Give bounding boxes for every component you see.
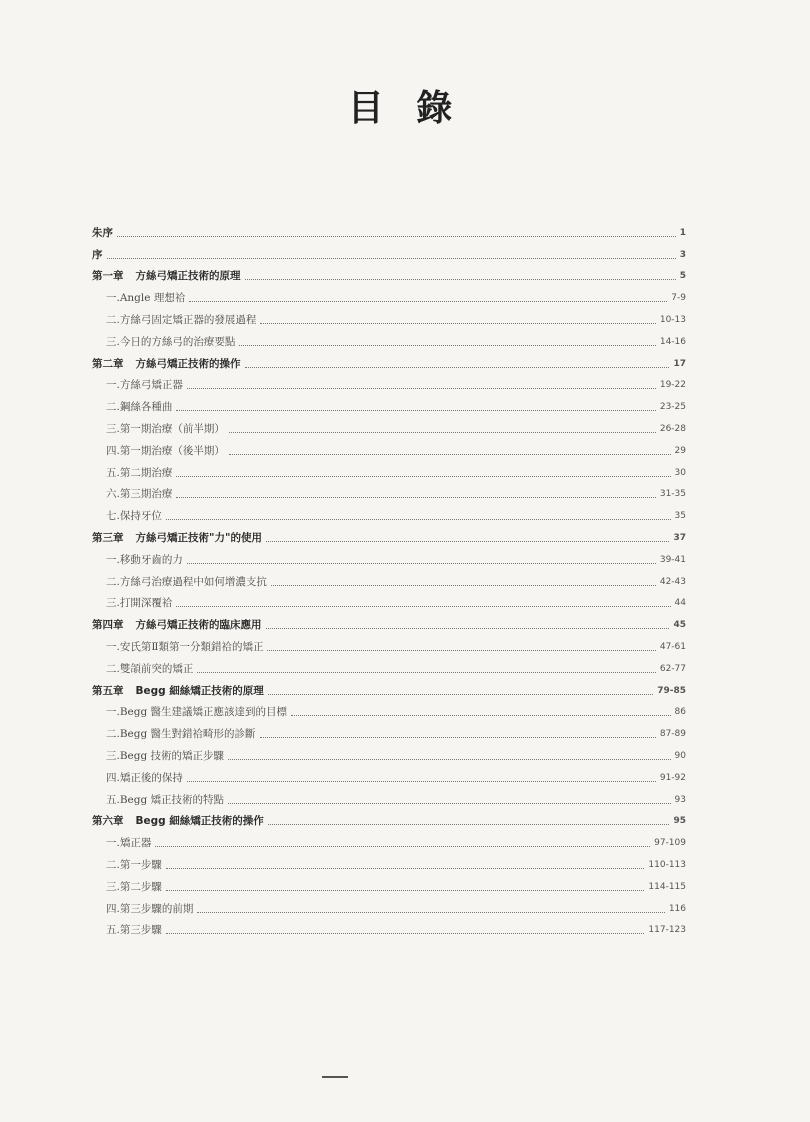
toc-chapter-row [92, 240, 686, 262]
dot-leader [166, 867, 645, 869]
dot-leader [268, 693, 653, 695]
dot-leader [176, 605, 670, 607]
toc-entry-text: 二.Begg 醫生對錯祫畸形的診斷 [106, 728, 256, 741]
dot-leader [197, 911, 664, 913]
toc-entry-text: 二.雙頜前突的矯正 [106, 662, 194, 675]
toc-entry-text: 四.矯正後的保持 [106, 771, 183, 784]
dot-leader [189, 300, 667, 302]
toc-page-number: 35 [674, 511, 686, 522]
dot-leader [266, 540, 670, 542]
toc-entry-text: 方絲弓矯正技術的操作 [135, 357, 241, 370]
dot-leader [187, 780, 656, 782]
toc-chapter-row [92, 349, 686, 371]
toc-section-row [92, 698, 686, 720]
toc-section-row [92, 371, 686, 393]
toc-entry-label [92, 269, 241, 283]
toc-entry-text: 五.第二期治療 [106, 466, 173, 479]
toc-section-row [92, 916, 686, 938]
toc-section-row [92, 305, 686, 327]
toc-entry-label [106, 793, 224, 807]
toc-entry-text: 方絲弓矯正技術"力"的使用 [135, 531, 262, 544]
toc-page-number: 93 [674, 794, 686, 805]
dot-leader [260, 322, 656, 324]
toc-section-row [92, 632, 686, 654]
toc-page-number: 10-13 [659, 314, 686, 325]
toc-section-row [92, 894, 686, 916]
toc-entry-label [106, 858, 162, 872]
toc-section-row [92, 872, 686, 894]
toc-entry-label [106, 335, 235, 349]
toc-section-row [92, 654, 686, 676]
toc-entry-label [106, 575, 267, 589]
dot-leader [245, 278, 676, 280]
toc-entry-text: Begg 細絲矯正技術的原理 [135, 684, 264, 697]
toc-page-number: 90 [674, 750, 686, 761]
toc-entry-text: 五.Begg 矯正技術的特點 [106, 793, 225, 806]
toc-chapter-number: 第六章 [92, 815, 124, 828]
toc-page-number: 5 [679, 271, 686, 282]
toc-page-number: 45 [673, 620, 686, 631]
toc-page-number: 30 [674, 467, 686, 478]
toc-entry-text: 六.第三期治療 [106, 488, 173, 501]
toc-chapter-row [92, 676, 686, 698]
toc-section-row [92, 828, 686, 850]
dot-leader [176, 475, 670, 477]
toc-entry-text: 一.方絲弓矯正器 [106, 379, 183, 392]
toc-chapter-number: 第三章 [92, 531, 124, 544]
toc-page-number: 110-113 [648, 859, 686, 870]
toc-section-row [92, 850, 686, 872]
dot-leader [229, 453, 671, 455]
toc-entry-text: 七.保持牙位 [106, 510, 162, 523]
toc-entry-text: 三.打開深覆祫 [106, 597, 173, 610]
toc-chapter-number: 第四章 [92, 619, 124, 632]
toc-entry-text: 一.Begg 醫生建議矯正應該達到的目標 [106, 706, 288, 719]
toc-entry-label [92, 814, 264, 828]
toc-page-number: 47-61 [659, 641, 686, 652]
toc-entry-label [106, 727, 256, 741]
toc-page-number: 1 [679, 227, 686, 238]
toc-entry-label [106, 487, 172, 501]
toc-entry-label [106, 662, 193, 676]
toc-page-number: 37 [673, 532, 686, 543]
toc-chapter-row [92, 218, 686, 240]
toc-page-number: 23-25 [659, 402, 686, 413]
toc-page-number: 26-28 [659, 423, 686, 434]
toc-entry-label [106, 880, 162, 894]
toc-entry-text: 一.Angle 理想祫 [106, 292, 186, 305]
dot-leader [260, 736, 656, 738]
table-of-contents [92, 218, 686, 937]
toc-page-number: 114-115 [648, 881, 686, 892]
toc-section-row [92, 741, 686, 763]
toc-section-row [92, 436, 686, 458]
toc-section-row [92, 414, 686, 436]
toc-page-number: 7-9 [671, 293, 686, 304]
toc-section-row [92, 458, 686, 480]
toc-page-number: 79-85 [657, 685, 686, 696]
toc-entry-label [106, 444, 225, 458]
toc-section-row [92, 763, 686, 785]
toc-entry-label [92, 248, 103, 262]
toc-entry-text: 朱序 [92, 226, 113, 239]
dot-leader [107, 257, 676, 259]
toc-entry-label [106, 836, 151, 850]
toc-entry-text: 三.第一期治療（前半期） [106, 422, 225, 435]
toc-page-number: 14-16 [659, 336, 686, 347]
toc-page-number: 87-89 [659, 729, 686, 740]
toc-section-row [92, 392, 686, 414]
dot-leader [239, 344, 656, 346]
toc-page-number: 117-123 [648, 925, 686, 936]
toc-section-row [92, 567, 686, 589]
dot-leader [268, 823, 670, 825]
page-footer-dash [322, 1076, 348, 1078]
toc-entry-text: 二.第一步驟 [106, 858, 162, 871]
toc-entry-label [106, 553, 183, 567]
toc-entry-label [106, 466, 172, 480]
toc-entry-text: 三.今日的方絲弓的治療要點 [106, 335, 236, 348]
toc-entry-text: 方絲弓矯正技術的臨床應用 [135, 619, 262, 632]
toc-entry-label [106, 923, 162, 937]
dot-leader [197, 671, 656, 673]
toc-entry-label [106, 749, 224, 763]
toc-entry-label [106, 422, 225, 436]
toc-entry-label [106, 509, 162, 523]
toc-page-number: 19-22 [659, 380, 686, 391]
toc-page-number: 44 [674, 598, 686, 609]
toc-entry-label [92, 684, 264, 698]
dot-leader [187, 562, 656, 564]
dot-leader [271, 584, 656, 586]
toc-entry-text: 四.第一期治療（後半期） [106, 444, 225, 457]
toc-entry-label [92, 226, 113, 240]
toc-page-number: 42-43 [659, 576, 686, 587]
toc-entry-label [106, 378, 183, 392]
toc-chapter-number: 第一章 [92, 270, 124, 283]
dot-leader [155, 845, 650, 847]
toc-entry-text: 二.鋼絲各種曲 [106, 401, 173, 414]
toc-page-number: 95 [673, 816, 686, 827]
toc-section-row [92, 545, 686, 567]
toc-page-number: 116 [668, 903, 686, 914]
toc-entry-text: 三.Begg 技術的矯正步驟 [106, 749, 225, 762]
page-title: 目 錄 [347, 87, 463, 129]
dot-leader [187, 387, 656, 389]
dot-leader [291, 714, 670, 716]
toc-entry-text: 三.第二步驟 [106, 880, 162, 893]
dot-leader [176, 409, 656, 411]
toc-page-number: 31-35 [659, 489, 686, 500]
toc-entry-label [106, 596, 172, 610]
toc-entry-label [106, 313, 256, 327]
toc-entry-text: 一.矯正器 [106, 837, 152, 850]
toc-entry-text: 二.方絲弓治療過程中如何增濃支抗 [106, 575, 267, 588]
toc-page-number: 97-109 [654, 838, 686, 849]
dot-leader [267, 649, 655, 651]
toc-chapter-row [92, 807, 686, 829]
toc-section-row [92, 501, 686, 523]
toc-chapter-number: 第二章 [92, 357, 124, 370]
dot-leader [176, 496, 656, 498]
toc-entry-text: 方絲弓矯正技術的原理 [135, 270, 241, 283]
toc-page-number: 91-92 [659, 772, 686, 783]
toc-section-row [92, 719, 686, 741]
dot-leader [229, 431, 656, 433]
toc-entry-label [106, 400, 172, 414]
toc-chapter-number: 第五章 [92, 684, 124, 697]
toc-page-number: 17 [673, 358, 686, 369]
toc-entry-label [92, 357, 241, 371]
dot-leader [166, 889, 645, 891]
toc-section-row [92, 327, 686, 349]
dot-leader [228, 802, 670, 804]
dot-leader [245, 366, 670, 368]
toc-page-number: 39-41 [659, 554, 686, 565]
toc-entry-text: 四.第三步驟的前期 [106, 902, 194, 915]
toc-entry-text: 一.安氏第Ⅱ類第一分類錯祫的矯正 [106, 640, 264, 653]
toc-entry-text: Begg 細絲矯正技術的操作 [135, 815, 264, 828]
dot-leader [228, 758, 670, 760]
toc-page-number: 29 [674, 445, 686, 456]
toc-entry-text: 五.第三步驟 [106, 924, 162, 937]
dot-leader [166, 518, 671, 520]
toc-chapter-row [92, 523, 686, 545]
toc-page-number: 86 [674, 707, 686, 718]
dot-leader [117, 235, 676, 237]
dot-leader [266, 627, 670, 629]
toc-page-number: 62-77 [659, 663, 686, 674]
toc-section-row [92, 589, 686, 611]
toc-entry-label [106, 291, 185, 305]
toc-entry-text: 二.方絲弓固定矯正器的發展過程 [106, 313, 257, 326]
toc-entry-text: 序 [92, 248, 103, 261]
toc-chapter-row [92, 262, 686, 284]
toc-page-number: 3 [679, 249, 686, 260]
toc-entry-label [92, 618, 262, 632]
toc-entry-text: 一.移動牙齒的力 [106, 553, 183, 566]
toc-section-row [92, 785, 686, 807]
toc-entry-label [106, 902, 193, 916]
toc-entry-label [106, 771, 183, 785]
toc-chapter-row [92, 610, 686, 632]
dot-leader [166, 932, 645, 934]
toc-section-row [92, 283, 686, 305]
toc-entry-label [92, 531, 262, 545]
toc-entry-label [106, 705, 287, 719]
toc-entry-label [106, 640, 263, 654]
toc-section-row [92, 480, 686, 502]
